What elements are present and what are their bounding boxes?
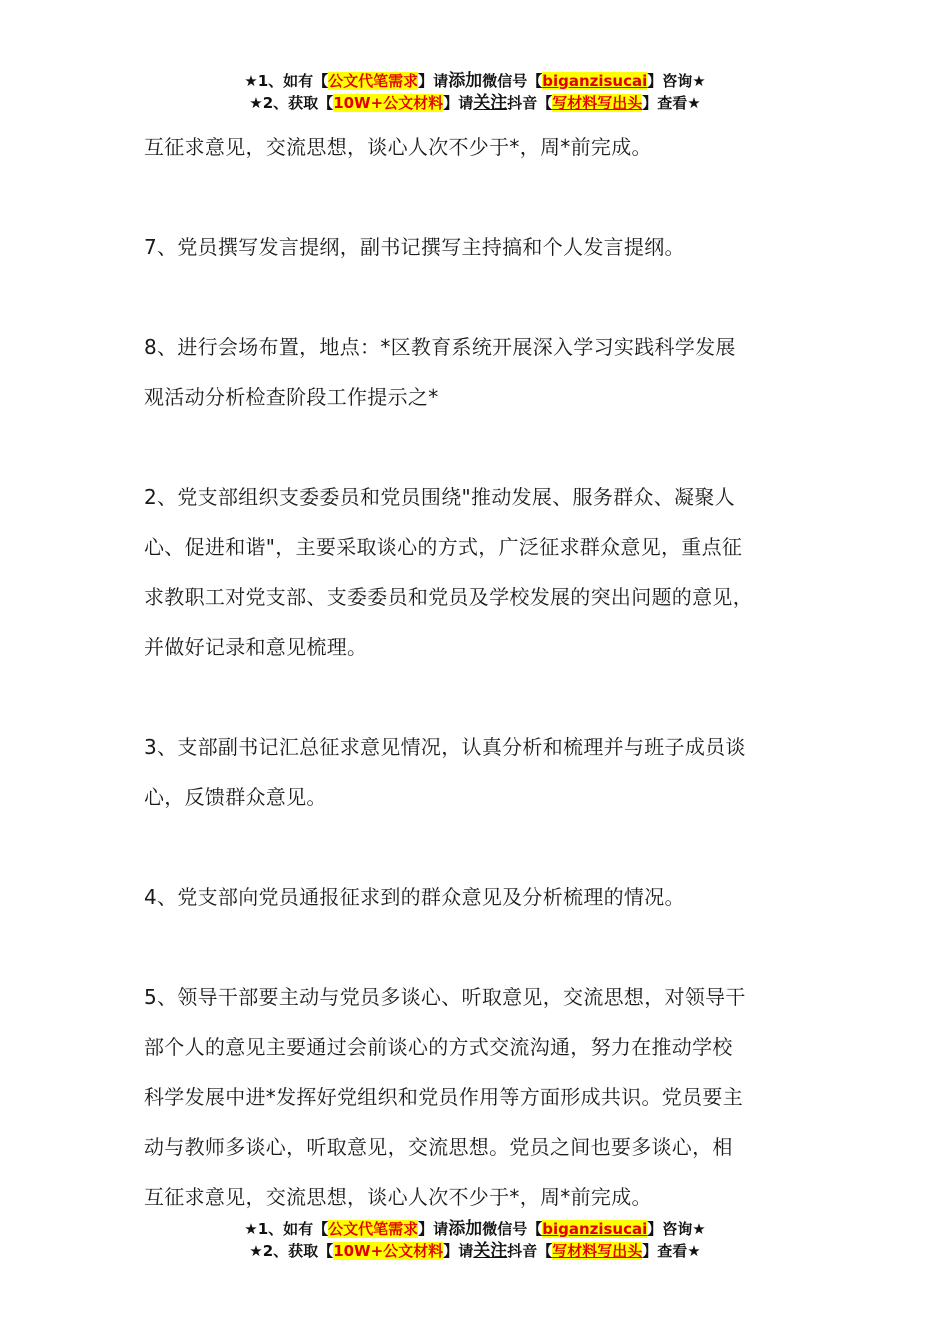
header-banner [0,70,950,114]
text-line: 科学发展中进*发挥好党组织和党员作用等方面形成共识。党员要主 [144,1085,743,1109]
banner-line-2 [0,92,950,114]
banner-highlight: 公文代笔需求 [328,72,419,90]
banner-text: ★2、获取【 [249,1242,334,1260]
banner-highlight: 10W+公文材料 [333,94,444,112]
text-line: 心、促进和谐"，主要采取谈心的方式，广泛征求群众意见，重点征 [144,535,743,559]
banner-text: 抖音【 [507,94,553,112]
text-line: 7、党员撰写发言提纲，副书记撰写主持搞和个人发言提纲。 [144,235,685,259]
banner-text: ★1、如有【 [244,1220,329,1238]
text-line: 观活动分析检查阶段工作提示之* [144,385,439,409]
banner-emphasis: 关注 [473,1241,508,1261]
text-line: 心，反馈群众意见。 [144,785,327,809]
paragraph [144,872,834,922]
wechat-id: biganzisucai [542,72,648,90]
text-line: 并做好记录和意见梳理。 [144,635,368,659]
text-line: 8、进行会场布置，地点：*区教育系统开展深入学习实践科学发展 [144,335,736,359]
banner-text: 】请 [418,72,449,90]
banner-text: 】请 [443,94,474,112]
paragraph [144,322,834,422]
banner-text: 】咨询★ [647,72,706,90]
banner-text: 】查看★ [642,94,701,112]
document-body [144,122,834,1222]
paragraph [144,472,834,672]
footer-banner [0,1218,950,1262]
banner-text: ★2、获取【 [249,94,334,112]
banner-text: 微信号【 [482,72,543,90]
paragraph [144,722,834,822]
banner-text: 】咨询★ [647,1220,706,1238]
text-line: 3、支部副书记汇总征求意见情况，认真分析和梳理并与班子成员谈 [144,735,746,759]
text-line: 4、党支部向党员通报征求到的群众意见及分析梳理的情况。 [144,885,685,909]
douyin-account: 写材料写出头 [552,94,643,112]
douyin-account: 写材料写出头 [552,1242,643,1260]
wechat-id: biganzisucai [542,1220,648,1238]
banner-emphasis: 关注 [473,93,508,113]
banner-text: 抖音【 [507,1242,553,1260]
banner-text: 】查看★ [642,1242,701,1260]
banner-text: 】请 [443,1242,474,1260]
text-line: 5、领导干部要主动与党员多谈心、听取意见，交流思想，对领导干 [144,985,746,1009]
banner-emphasis: 添加 [448,71,483,91]
banner-emphasis: 添加 [448,1219,483,1239]
paragraph [144,122,834,172]
paragraph [144,972,834,1222]
banner-highlight: 公文代笔需求 [328,1220,419,1238]
banner-text: 微信号【 [482,1220,543,1238]
banner-highlight: 10W+公文材料 [333,1242,444,1260]
text-line: 求教职工对党支部、支委委员和党员及学校发展的突出问题的意见， [144,585,753,609]
text-line: 2、党支部组织支委委员和党员围绕"推动发展、服务群众、凝聚人 [144,485,735,509]
banner-line-1 [0,1218,950,1240]
text-line: 动与教师多谈心，听取意见，交流思想。党员之间也要多谈心，相 [144,1135,733,1159]
text-line: 部个人的意见主要通过会前谈心的方式交流沟通，努力在推动学校 [144,1035,733,1059]
text-line: 互征求意见，交流思想，谈心人次不少于*，周*前完成。 [144,1185,652,1209]
banner-line-2 [0,1240,950,1262]
text-line: 互征求意见，交流思想，谈心人次不少于*，周*前完成。 [144,135,652,159]
banner-text: 】请 [418,1220,449,1238]
paragraph [144,222,834,272]
banner-text: ★1、如有【 [244,72,329,90]
banner-line-1 [0,70,950,92]
